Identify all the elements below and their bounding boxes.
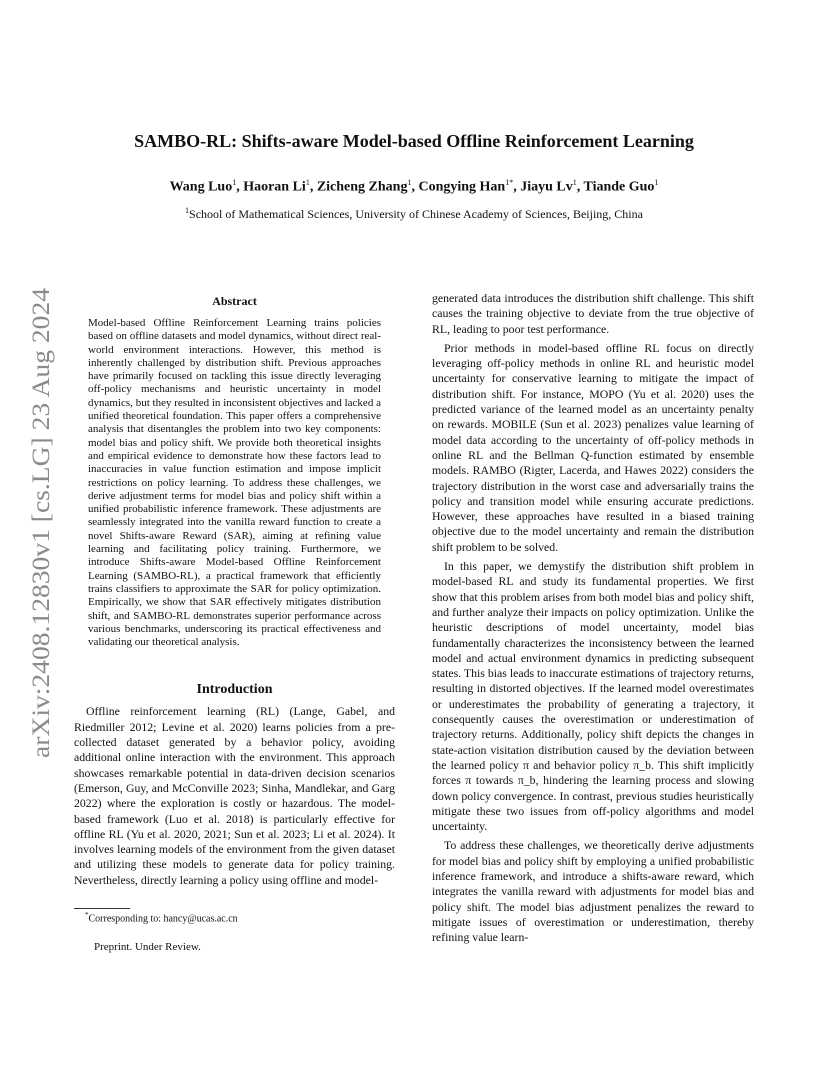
author-list: Wang Luo$^1$, Haoran Li$^1$, Zicheng Zhang$^1$, Congying Han$^{1*}$, Jiayu Lv$^1$, Tiande Guo$^1$ (169, 178, 659, 195)
footnote-rule (74, 908, 130, 909)
author-name: Zicheng Zhang (316, 179, 408, 195)
body-paragraph: generated data introduces the distribution shift challenge. This shift causes the training objective to deviate from the true objective of RL, leading to poor test performance. (432, 291, 754, 336)
author-name: Haoran Li (243, 179, 306, 195)
author-name: Congying Han (418, 179, 506, 195)
author-affiliation-mark: 1 (572, 178, 577, 187)
abstract-heading: Abstract (212, 294, 257, 308)
affiliation (0, 206, 828, 222)
abstract-text: Model-based Offline Reinforcement Learning trains policies based on offline datasets and model dynamics, without direct real-world environment interactions. However, this method is inherently challenged by distribution shift. Previous approaches have primarily focused on tackling this issue directly leveraging off-policy mechanisms and heuristic uncertainty in model dynamics, but they resulted in inconsistent objectives and lacked a unified theoretical foundation. This paper offers a comprehensive analysis that disentangles the problem into two key components: model bias and policy shift. We provide both theoretical insights and empirical evidence to demonstrate how these factors lead to inaccuracies in value function estimation and impose implicit restrictions on policy learning. To address these challenges, we derive adjustment terms for model bias and policy shift within a unified probabilistic inference framework. These adjustments are seamlessly integrated into the vanilla reward function to create a novel Shifts-aware Reward (SAR), aiming at refining value learning and facilitating policy training. Furthermore, we introduce Shifts-aware Model-based Offline Reinforcement Learning (SAMBO-RL), a practical framework that efficiently trains classifiers to approximate the SAR for policy optimization. Empirically, we show that SAR effectively mitigates distribution shift, and SAMBO-RL demonstrates superior performance across various benchmarks, underscoring its practical effectiveness and validating our theoretical analysis. (88, 317, 381, 649)
body-paragraph: Prior methods in model-based offline RL focus on directly leveraging off-policy methods in online RL and heuristic model uncertainty for conservative learning to mitigate the impact of distribution shift. For instance, MOPO (Yu et al. 2020) uses the predicted variance of the learned model as an uncertainty penalty on rewards. MOBILE (Sun et al. 2023) penalizes value learning of model data according to the uncertainty of off-policy methods in online RL and the Bellman Q-function estimated by ensemble models. RAMBO (Rigter, Lacerda, and Hawes 2022) considers the trajectory distribution in the worst case and adversarially trains the policy and transition model while ensuring accurate predictions. However, these approaches have resulted in a biased training objective due to the model uncertainty and remain the distribution shift problem to be solved. (432, 340, 754, 554)
body-paragraph: Offline reinforcement learning (RL) (Lange, Gabel, and Riedmiller 2012; Levine et al. 2020) learns policies from a pre-collected dataset generated by a behavior policy, avoiding additional online interaction with the environment. This approach showcases remarkable potential in data-driven decision scenarios (Emerson, Guy, and McConville 2023; Sinha, Mandlekar, and Garg 2022) where the exploration is costly or hazardous. The model-based framework (Luo et al. 2018) is particularly effective for offline RL (Yu et al. 2020, 2021; Sun et al. 2023; Li et al. 2024). It involves learning models of the environment from the given dataset and utilizing these models to generate data for policy training. Nevertheless, directly learning a policy using offline and model- (74, 704, 395, 887)
author-affiliation-mark: 1* (505, 178, 514, 187)
author-name: Wang Luo (169, 179, 233, 195)
author-affiliation-mark: 1 (654, 178, 659, 187)
right-column (432, 291, 754, 945)
footnote (85, 911, 238, 924)
arxiv-identifier (18, 285, 58, 760)
author-affiliation-mark: 1 (407, 178, 412, 187)
author-name: Tiande Guo (583, 179, 655, 195)
author-name: Jiayu Lv (520, 179, 573, 195)
paper-title: SAMBO-RL: Shifts-aware Model-based Offline Reinforcement Learning (134, 131, 694, 151)
footnote-mark: * (85, 911, 89, 919)
body-paragraph: In this paper, we demystify the distribution shift problem in model-based RL and study its fundamental properties. We first show that this problem arises from both model bias and policy shift, and further analyze their impacts on policy optimization. Unlike the heuristic descriptions of model uncertainty, model bias fundamentally characterizes the inconsistency between the learned model and actual environment dynamics in predicting subsequent states. This bias leads to inaccurate estimations of trajectory returns, resulting in distorted objectives. If the learned model overestimates or underestimates the probability of generating a trajectory, it consequently causes the overestimation or underestimation of trajectory returns. Additionally, policy shift depicts the changes in state-action visitation distribution caused by the deviation between the learned policy π and behavior policy π_b. This shift implicitly forces π towards π_b, hindering the learning process and slowing down policy convergence. In contrast, previous studies heuristically mitigate these two issues from off-policy algorithms and model uncertainty. (432, 559, 754, 834)
arxiv-identifier-text: arXiv:2408.12830v1 [cs.LG] 23 Aug 2024 (28, 331, 55, 758)
author-affiliation-mark: 1 (305, 178, 310, 187)
preprint-note: Preprint. Under Review. (94, 941, 201, 953)
footnote-text: Corresponding to: hancy@ucas.ac.cn (88, 913, 238, 925)
introduction-heading: Introduction (196, 682, 273, 698)
body-paragraph: To address these challenges, we theoretically derive adjustments for model bias and policy shift by employing a unified probabilistic inference framework, and introduce a shifts-aware reward, which integrates the vanilla reward with adjustments for model bias and policy shift. The model bias adjustment penalizes the reward to mitigate issues of overestimation or underestimation, thereby refining value learn- (432, 838, 754, 945)
left-column (74, 294, 395, 888)
affiliation-text: School of Mathematical Sciences, University of Chinese Academy of Sciences, Beijing, China (189, 207, 643, 221)
affiliation-mark: 1 (185, 206, 190, 215)
author-affiliation-mark: 1 (232, 178, 237, 187)
